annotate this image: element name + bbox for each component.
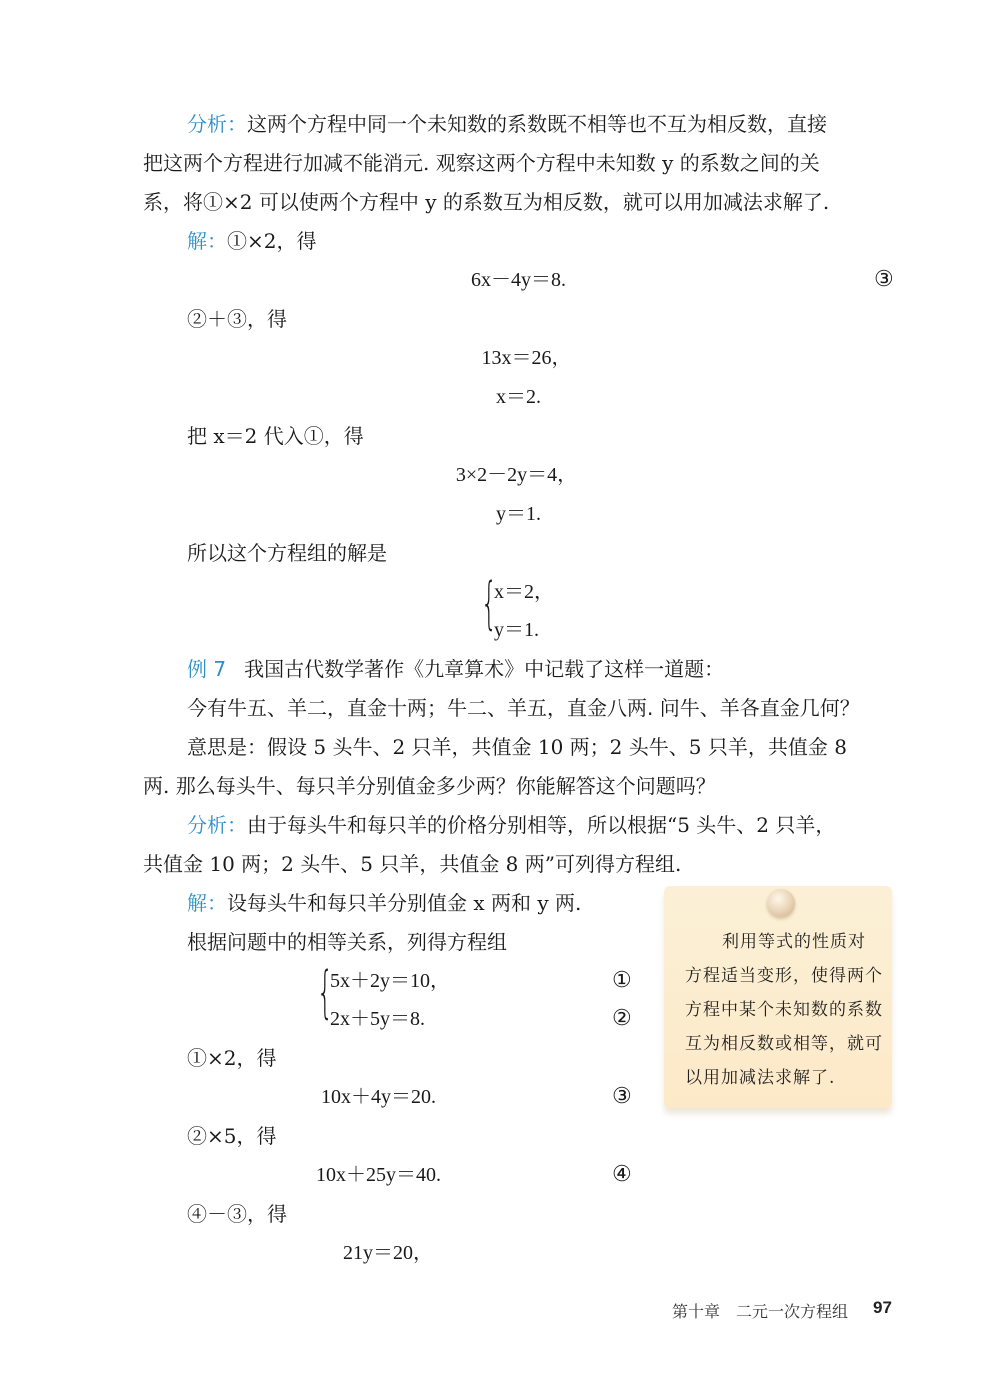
solution-step-line: ④－③，得 bbox=[187, 1202, 287, 1226]
example-line bbox=[187, 659, 724, 679]
equation-number: ① bbox=[612, 968, 632, 993]
side-note-line: 方程适当变形，使得两个 bbox=[685, 966, 883, 986]
example-meaning-line-2: 两. 那么每头牛、每只羊分别值金多少两？你能解答这个问题吗？ bbox=[143, 774, 716, 798]
analysis-paragraph-line-2: 把这两个方程进行加减不能消元. 观察这两个方程中未知数 y 的系数之间的关 bbox=[143, 151, 820, 175]
solution-step-line: 把 x＝2 代入①，得 bbox=[187, 424, 364, 448]
equation: 13x＝26， bbox=[481, 347, 572, 369]
analysis-paragraph-line-2: 共值金 10 两；2 头牛、5 只羊，共值金 8 两”可列得方程组. bbox=[143, 852, 682, 876]
example-intro: 我国古代数学著作《九章算术》中记载了这样一道题： bbox=[244, 657, 725, 681]
equation: 10x＋25y＝40. bbox=[316, 1164, 441, 1186]
page-number: 97 bbox=[873, 1298, 892, 1317]
pushpin-icon bbox=[767, 889, 795, 917]
solution-label: 解： bbox=[187, 229, 227, 253]
side-note-line: 以用加减法求解了. bbox=[685, 1068, 836, 1088]
system-equation: x＝2， bbox=[494, 581, 554, 603]
analysis-label: 分析： bbox=[187, 112, 247, 136]
example-meaning-line-1: 意思是：假设 5 头牛、2 只羊，共值金 10 两；2 头牛、5 只羊，共值金 8 bbox=[187, 735, 847, 759]
analysis-paragraph-line-3: 系，将①×2 可以使两个方程中 y 的系数互为相反数，就可以用加减法求解了. bbox=[143, 190, 830, 214]
system-equation: y＝1. bbox=[494, 619, 539, 641]
equation-number: ③ bbox=[612, 1084, 632, 1109]
equation-number: ④ bbox=[612, 1162, 632, 1187]
equation: 10x＋4y＝20. bbox=[321, 1086, 436, 1108]
side-note-line: 利用等式的性质对 bbox=[722, 932, 866, 952]
system-brace: { bbox=[317, 960, 334, 1025]
equation-number: ② bbox=[612, 1006, 632, 1031]
equation-number: ③ bbox=[874, 267, 894, 292]
solution-step-line: ①×2，得 bbox=[187, 1046, 277, 1070]
solution-setup-line bbox=[187, 893, 581, 913]
solution-conclusion: 所以这个方程组的解是 bbox=[187, 541, 387, 565]
example-quote: 今有牛五、羊二，直金十两；牛二、羊五，直金八两. 问牛、羊各直金几何？ bbox=[187, 696, 860, 720]
solution-step-line bbox=[187, 231, 316, 251]
analysis-text: 这两个方程中同一个未知数的系数既不相等也不互为相反数，直接 bbox=[247, 112, 827, 136]
analysis-label: 分析： bbox=[187, 813, 247, 837]
equation: 21y＝20， bbox=[343, 1242, 433, 1264]
solution-setup-text: 设每头牛和每只羊分别值金 x 两和 y 两. bbox=[227, 891, 582, 915]
analysis-paragraph-line-1 bbox=[187, 114, 827, 134]
equation: 3×2－2y＝4， bbox=[455, 464, 578, 486]
side-note-line: 互为相反数或相等，就可 bbox=[685, 1034, 883, 1054]
side-note-line: 方程中某个未知数的系数 bbox=[685, 1000, 883, 1020]
example-label: 例 7 bbox=[187, 657, 227, 681]
solution-relation: 根据问题中的相等关系，列得方程组 bbox=[187, 930, 507, 954]
solution-step-line: ②＋③，得 bbox=[187, 307, 287, 331]
solution-step-line: ②×5，得 bbox=[187, 1124, 277, 1148]
system-equation: 2x＋5y＝8. bbox=[330, 1008, 425, 1030]
chapter-title: 第十章 二元一次方程组 bbox=[672, 1302, 849, 1321]
system-equation: 5x＋2y＝10， bbox=[330, 970, 450, 992]
equation: 6x－4y＝8. bbox=[471, 269, 566, 291]
solution-label: 解： bbox=[187, 891, 227, 915]
solution-step-text: ①×2，得 bbox=[227, 229, 317, 253]
equation: y＝1. bbox=[496, 503, 541, 525]
equation: x＝2. bbox=[496, 386, 541, 408]
analysis-text: 由于每头牛和每只羊的价格分别相等，所以根据“5 头牛、2 只羊， bbox=[247, 813, 836, 837]
analysis-paragraph-line-1 bbox=[187, 815, 835, 835]
system-brace: { bbox=[481, 571, 498, 636]
